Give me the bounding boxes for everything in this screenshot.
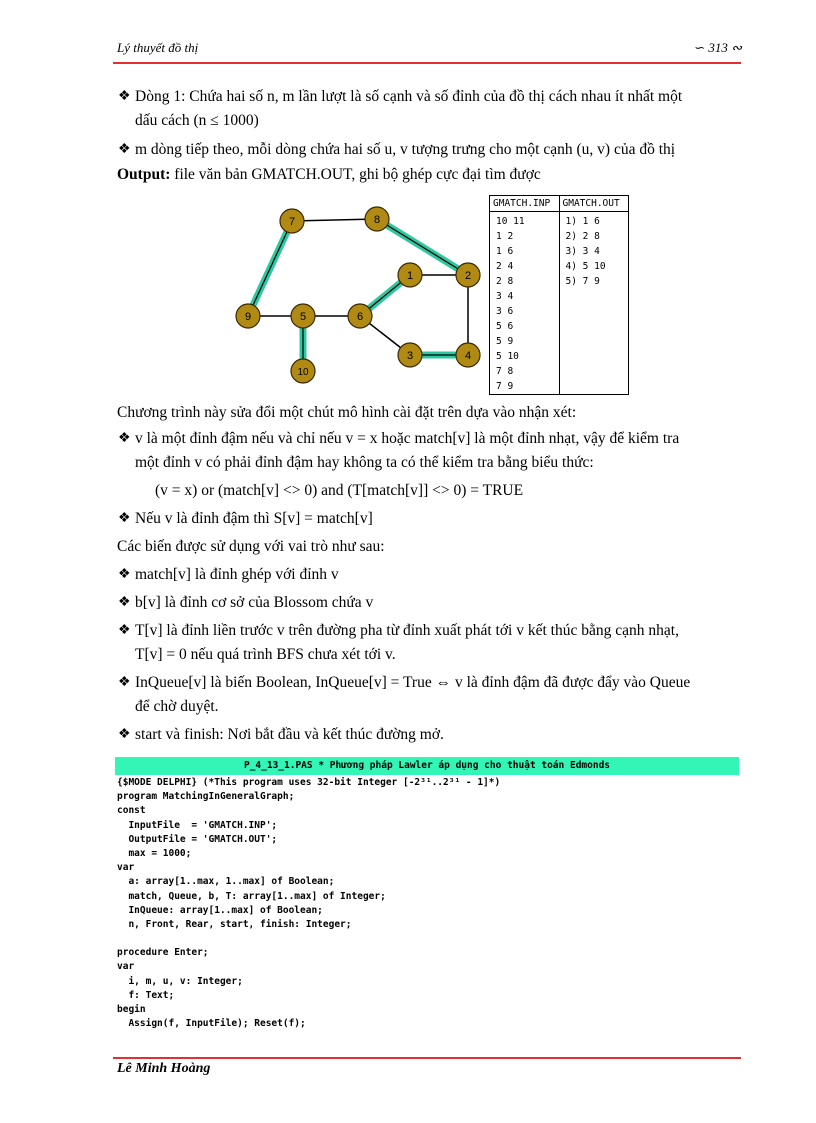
node-4 xyxy=(456,343,480,367)
bullet-icon: ❖ xyxy=(118,431,131,446)
edge-7-8 xyxy=(292,219,377,221)
edge-2-8 xyxy=(377,219,468,275)
svg-text:6: 6 xyxy=(356,311,364,323)
code-line: Assign(f, InputFile); Reset(f); xyxy=(117,1018,306,1030)
node-10 xyxy=(291,359,315,383)
svg-text:5: 5 xyxy=(299,311,307,323)
code-listing xyxy=(117,776,737,1031)
node-9 xyxy=(236,304,260,328)
code-line: {$MODE DELPHI} (*This program uses 32-bit Integer [-2³¹..2³¹ - 1]*) xyxy=(117,777,501,788)
bullet-icon: ❖ xyxy=(118,623,131,638)
graph-diagram xyxy=(220,195,500,395)
output-text: file văn bản GMATCH.OUT, ghi bộ ghép cực đại tìm được xyxy=(170,166,541,183)
input-line: 3 6 xyxy=(496,306,514,317)
code-line: program MatchingInGeneralGraph; xyxy=(117,791,295,803)
bullet-dark-vertex: v là một đỉnh đậm nếu và chỉ nếu v = x hoặc match[v] là một đỉnh nhạt, vậy để kiểm tra xyxy=(135,430,680,447)
footer-author: Lê Minh Hoàng xyxy=(117,1061,211,1076)
bullet-icon: ❖ xyxy=(118,89,131,104)
svg-text:2: 2 xyxy=(464,270,472,282)
footer-rule xyxy=(113,1057,741,1059)
bullet-icon: ❖ xyxy=(118,567,131,582)
header-rule xyxy=(113,62,741,64)
output-description xyxy=(117,165,541,185)
input-column-header: GMATCH.INP xyxy=(490,196,559,212)
svg-text:7: 7 xyxy=(288,216,296,228)
output-column xyxy=(560,196,629,394)
node-8 xyxy=(365,207,389,231)
output-line: 5) 7 9 xyxy=(565,276,600,287)
bullet-icon: ❖ xyxy=(118,142,131,157)
node-7 xyxy=(280,209,304,233)
running-header-title: Lý thuyết đồ thị xyxy=(117,40,199,55)
input-line: 10 11 xyxy=(496,216,525,227)
input-line: 7 9 xyxy=(496,381,514,392)
output-label: Output: xyxy=(117,166,171,183)
code-line: max = 1000; xyxy=(117,847,192,859)
output-column-header: GMATCH.OUT xyxy=(560,196,629,212)
code-line: n, Front, Rear, start, finish: Integer; xyxy=(117,918,352,930)
input-line1-text: Dòng 1: Chứa hai số n, m lần lượt là số cạnh và số đỉnh của đồ thị cách nhau ít nhất một xyxy=(135,88,683,105)
svg-text:8: 8 xyxy=(373,214,381,226)
output-line: 1) 1 6 xyxy=(565,216,600,227)
svg-text:9: 9 xyxy=(244,311,252,323)
svg-text:1: 1 xyxy=(406,270,414,282)
node-5 xyxy=(291,304,315,328)
code-line: f: Text; xyxy=(117,989,175,1001)
input-line: 1 6 xyxy=(496,246,514,257)
node-2 xyxy=(456,263,480,287)
input-line: 3 4 xyxy=(496,291,514,302)
ornament-left: ∽ xyxy=(694,40,706,55)
input-lines xyxy=(490,212,559,396)
bullet-icon: ❖ xyxy=(118,511,131,526)
code-line: a: array[1..max, 1..max] of Boolean; xyxy=(117,876,335,888)
input-line: 2 8 xyxy=(496,276,514,287)
input-line: 2 4 xyxy=(496,261,514,272)
bullet-icon: ❖ xyxy=(118,595,131,610)
bullet-t-cont: T[v] = 0 nếu quá trình BFS chưa xét tới v. xyxy=(135,646,396,663)
input-line: 5 10 xyxy=(496,351,519,362)
code-line: i, m, u, v: Integer; xyxy=(117,975,243,987)
ornament-right: ∾ xyxy=(731,40,742,55)
input-line2-text: m dòng tiếp theo, mỗi dòng chứa hai số u, v tượng trưng cho một cạnh (u, v) của đồ thị xyxy=(135,141,676,158)
code-line: begin xyxy=(117,1004,146,1015)
code-listing-title: P_4_13_1.PAS * Phương pháp Lawler áp dụng cho thuật toán Edmonds xyxy=(115,757,739,775)
code-line: const xyxy=(117,805,146,817)
bullet-s-match: Nếu v là đỉnh đậm thì S[v] = match[v] xyxy=(135,510,373,527)
io-example-table xyxy=(489,195,629,395)
bullet-inqueue: InQueue[v] là biến Boolean, InQueue[v] = True ⇔ v là đỉnh đậm đã được đẩy vào Queue xyxy=(135,674,691,691)
bullet-match: match[v] là đỉnh ghép với đỉnh v xyxy=(135,566,339,583)
node-1 xyxy=(398,263,422,287)
svg-text:3: 3 xyxy=(406,350,414,362)
bullet-dark-vertex-cont: một đỉnh v có phải đỉnh đậm hay không ta có thể kiểm tra bằng biểu thức: xyxy=(135,454,594,471)
code-line: var xyxy=(117,862,135,874)
bullet-start-finish: start và finish: Nơi bắt đầu và kết thúc đường mở. xyxy=(135,726,444,743)
check-expression: (v = x) or (match[v] <> 0) and (T[match[v]] <> 0) = TRUE xyxy=(155,482,524,499)
paragraph-remark: Chương trình này sửa đổi một chút mô hình cài đặt trên dựa vào nhận xét: xyxy=(117,404,577,421)
input-line: 5 9 xyxy=(496,336,514,347)
page-number-block xyxy=(694,40,742,56)
svg-text:4: 4 xyxy=(464,350,472,362)
bullet-inqueue-cont: để chờ duyệt. xyxy=(135,698,219,715)
graph-edges xyxy=(248,219,468,371)
paragraph-variables: Các biến được sử dụng với vai trò như sau: xyxy=(117,538,385,555)
code-line: procedure Enter; xyxy=(117,947,209,959)
output-line: 2) 2 8 xyxy=(565,231,600,242)
input-line: 7 8 xyxy=(496,366,514,377)
bullet-blossom: b[v] là đỉnh cơ sở của Blossom chứa v xyxy=(135,594,374,611)
node-3 xyxy=(398,343,422,367)
node-6 xyxy=(348,304,372,328)
code-line: InputFile = 'GMATCH.INP'; xyxy=(117,819,278,831)
code-line: var xyxy=(117,961,135,973)
code-line: OutputFile = 'GMATCH.OUT'; xyxy=(117,833,278,845)
input-line1-continuation: dấu cách (n ≤ 1000) xyxy=(135,112,259,129)
code-line xyxy=(117,932,737,946)
input-column xyxy=(490,196,560,394)
input-line: 5 6 xyxy=(496,321,514,332)
output-lines xyxy=(560,212,629,291)
edge-7-9 xyxy=(248,221,292,316)
code-line: match, Queue, b, T: array[1..max] of Integer; xyxy=(117,890,386,902)
output-line: 4) 5 10 xyxy=(565,261,606,272)
output-line: 3) 3 4 xyxy=(565,246,600,257)
bullet-t: T[v] là đỉnh liền trước v trên đường pha từ đỉnh xuất phát tới v kết thúc bằng cạnh nhạt, xyxy=(135,622,679,639)
svg-text:10: 10 xyxy=(297,367,309,378)
bullet-icon: ❖ xyxy=(118,675,131,690)
input-line: 1 2 xyxy=(496,231,514,242)
page-number: 313 xyxy=(708,40,728,55)
code-line: InQueue: array[1..max] of Boolean; xyxy=(117,904,323,916)
bullet-icon: ❖ xyxy=(118,727,131,742)
